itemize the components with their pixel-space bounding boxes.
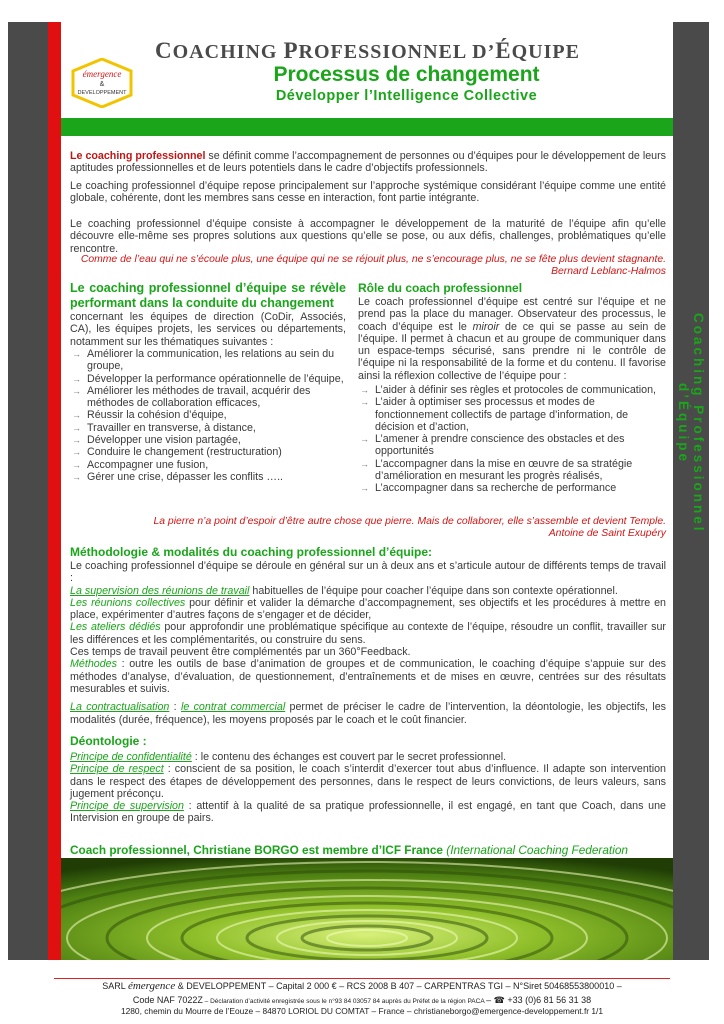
right-text: Le coach professionnel d’équipe est centré sur l’équipe et ne prend pas la place du manager. Observateur des processus, le coach d’équipe est le miroir de ce qui se passe au sein de l’équipe. Il permet à chacun et au groupe de communiquer dans un espace-temps sécurisé, sans prendre ni le contrôle de l’équipe ni la responsabilité de la forme et du contenu. Il favorise ainsi la réflexion collective de l’équipe pour :	[358, 296, 666, 382]
list-item: → L’accompagner dans la mise en œuvre de sa stratégie d’amélioration en mesurant les progrès réalisés,	[358, 458, 666, 483]
list-item: → Réussir la cohésion d’équipe,	[70, 409, 346, 421]
left-lead: concernant les équipes de direction (CoDir, Associés, CA), les équipes projets, les services ou départements, notamment sur les thématiques suivantes :	[70, 311, 346, 348]
intro-p3: Le coaching professionnel d’équipe consiste à accompagner le développement de la maturité de l’équipe afin qu’elle découvre elle-même ses propres solutions aux questions qu’elle se pose, ou aux défis, challenges, problématiques qu’elle rencontre.	[70, 218, 666, 255]
list-item: → L’aider à optimiser ses processus et modes de fonctionnement collectifs de partage d’information, de décision et d’action,	[358, 396, 666, 433]
page-title: COACHING PROFESSIONNEL D’ÉQUIPE	[155, 38, 580, 63]
logo-dev: DEVELOPPEMENT	[77, 90, 127, 96]
quote-text: Comme de l’eau qui ne s’écoule plus, une équipe qui ne se réjouit plus, ne s’encourage plus, ne se fête plus devient stagnante.	[80, 254, 666, 265]
water-drop-photo	[61, 858, 673, 960]
methodo-body: Le coaching professionnel d’équipe se déroule en général sur un à deux ans et s’articule autour de différents temps de travail : La supervision des réunions de travail habituelles de l’équipe pour coacher l’équipe dans son contexte opérationnel. Les réunions collectives pour définir et valider la démarche d’accompagnement, ses objectifs et les procédures à mettre en place, expérimenter d’autres façons de s’engager et de décider, Les ateliers dédiés pour approfondir une problématique spécifique au contexte de l’équipe, résoudre un conflit, travailler sur les différences et les complémentarités, ou construire du sens. Ces temps de travail peuvent être complémentés par un 360°Feedback. Méthodes : outre les outils de base d’animation de groupes et de communication, le coaching d’équipe s’appuie sur des méthodes d’analyse, d’évaluation, de questionnement, d’entraînements et de mises en œuvre, centrées sur des résultats mesurables et suivis. La contractualisation : le contrat commercial permet de préciser le cadre de l’intervention, la déontologie, les objectifs, les modalités (durée, fréquence), les moyens proposés par le coach et le coût financier.	[70, 560, 666, 726]
left-list	[70, 348, 346, 483]
right-heading: Rôle du coach professionnel	[358, 281, 523, 295]
left-red-bar	[48, 22, 61, 960]
footer-line2: Code NAF 7022Z – Déclaration d’activité enregistrée sous le n°93 84 03057 84 auprès du Préfet de la région PACA – ☎ +33 (0)6 81 56 31 38	[132, 995, 592, 1005]
side-label: Coaching Professionnel d’Équipe	[676, 312, 706, 534]
quote2-text: La pierre n’a point d’espoir d’être autre chose que pierre. Mais de collaborer, elle s’assemble et devient Temple.	[153, 516, 666, 527]
list-item: → Développer une vision partagée,	[70, 434, 346, 446]
logo-ampersand: &	[99, 81, 105, 88]
list-item: → Conduire le changement (restructuration)	[70, 446, 346, 458]
list-item: → Améliorer la communication, les relations au sein du groupe,	[70, 348, 346, 373]
left-heading: Le coaching professionnel d’équipe se révèle performant dans la conduite du changement	[70, 281, 346, 310]
list-item: → Travailler en transverse, à distance,	[70, 422, 346, 434]
list-item: → L’aider à définir ses règles et protocoles de communication,	[358, 384, 666, 396]
list-item: → Développer la performance opérationnelle de l’équipe,	[70, 373, 346, 385]
quote2-author: Antoine de Saint Exupéry	[548, 528, 666, 540]
quote-saint-exupery	[70, 516, 666, 541]
list-item: → Gérer une crise, dépasser les conflits …..	[70, 471, 346, 483]
quote-leblanc	[70, 254, 666, 279]
footer-line3: 1280, chemin du Mourre de l’Eouze – 84870 LORIOL DU COMTAT – France – christianeborgo@emergence-developpement.fr 1/1	[120, 1006, 604, 1016]
list-item: → Accompagner une fusion,	[70, 459, 346, 471]
logo-brand: émergence	[82, 69, 122, 79]
footer-divider	[54, 978, 670, 979]
deonto-body: Principe de confidentialité : le contenu des échanges est couvert par le secret professionnel. Principe de respect : conscient de sa position, le coach s’interdit d’exercer tout abus d’influence. Il adapte son intervention dans le respect des étapes de développement des personnes, dans le respect de leurs convictions, de leurs valeurs, sans jugement préconçu. Principe de supervision : attentif à la qualité de sa pratique professionnelle, il est engagé, en tant que Coach, dans une Intervision en groupe de pairs.	[70, 751, 666, 825]
methodo-heading: Méthodologie & modalités du coaching professionnel d’équipe:	[70, 545, 433, 559]
page-tagline: Développer l’Intelligence Collective	[275, 88, 538, 104]
deonto-heading: Déontologie :	[70, 734, 147, 748]
footer-line1: SARL émergence & DEVELOPPEMENT – Capital 2 000 € – RCS 2008 B 407 – CARPENTRAS TGI – N°Siret 50468553800010 –	[102, 980, 622, 992]
company-logo	[70, 58, 134, 108]
list-item: → L’amener à prendre conscience des obstacles et des opportunités	[358, 433, 666, 458]
quote-author: Bernard Leblanc-Halmos	[551, 266, 666, 278]
list-item: → Améliorer les méthodes de travail, acquérir des méthodes de collaboration efficaces,	[70, 385, 346, 410]
page-subtitle: Processus de changement	[273, 63, 540, 86]
green-header-bar	[61, 118, 673, 136]
left-gray-bar	[8, 22, 48, 960]
coach-line: Coach professionnel, Christiane BORGO est membre d’ICF France (International Coaching Federation	[70, 843, 628, 857]
intro-p1: Le coaching professionnel se définit comme l’accompagnement de personnes ou d’équipes pour le développement de leurs aptitudes professionnelles et de leurs potentiels dans le cadre d’objectifs professionnels.	[70, 150, 666, 175]
list-item: → L’accompagner dans sa recherche de performance	[358, 482, 666, 494]
intro-p2: Le coaching professionnel d’équipe repose principalement sur l’approche systémique considérant l’équipe comme une entité globale, cohérente, dont les membres sans cesse en interaction, font partie intégrante.	[70, 180, 666, 205]
right-list	[358, 384, 666, 495]
